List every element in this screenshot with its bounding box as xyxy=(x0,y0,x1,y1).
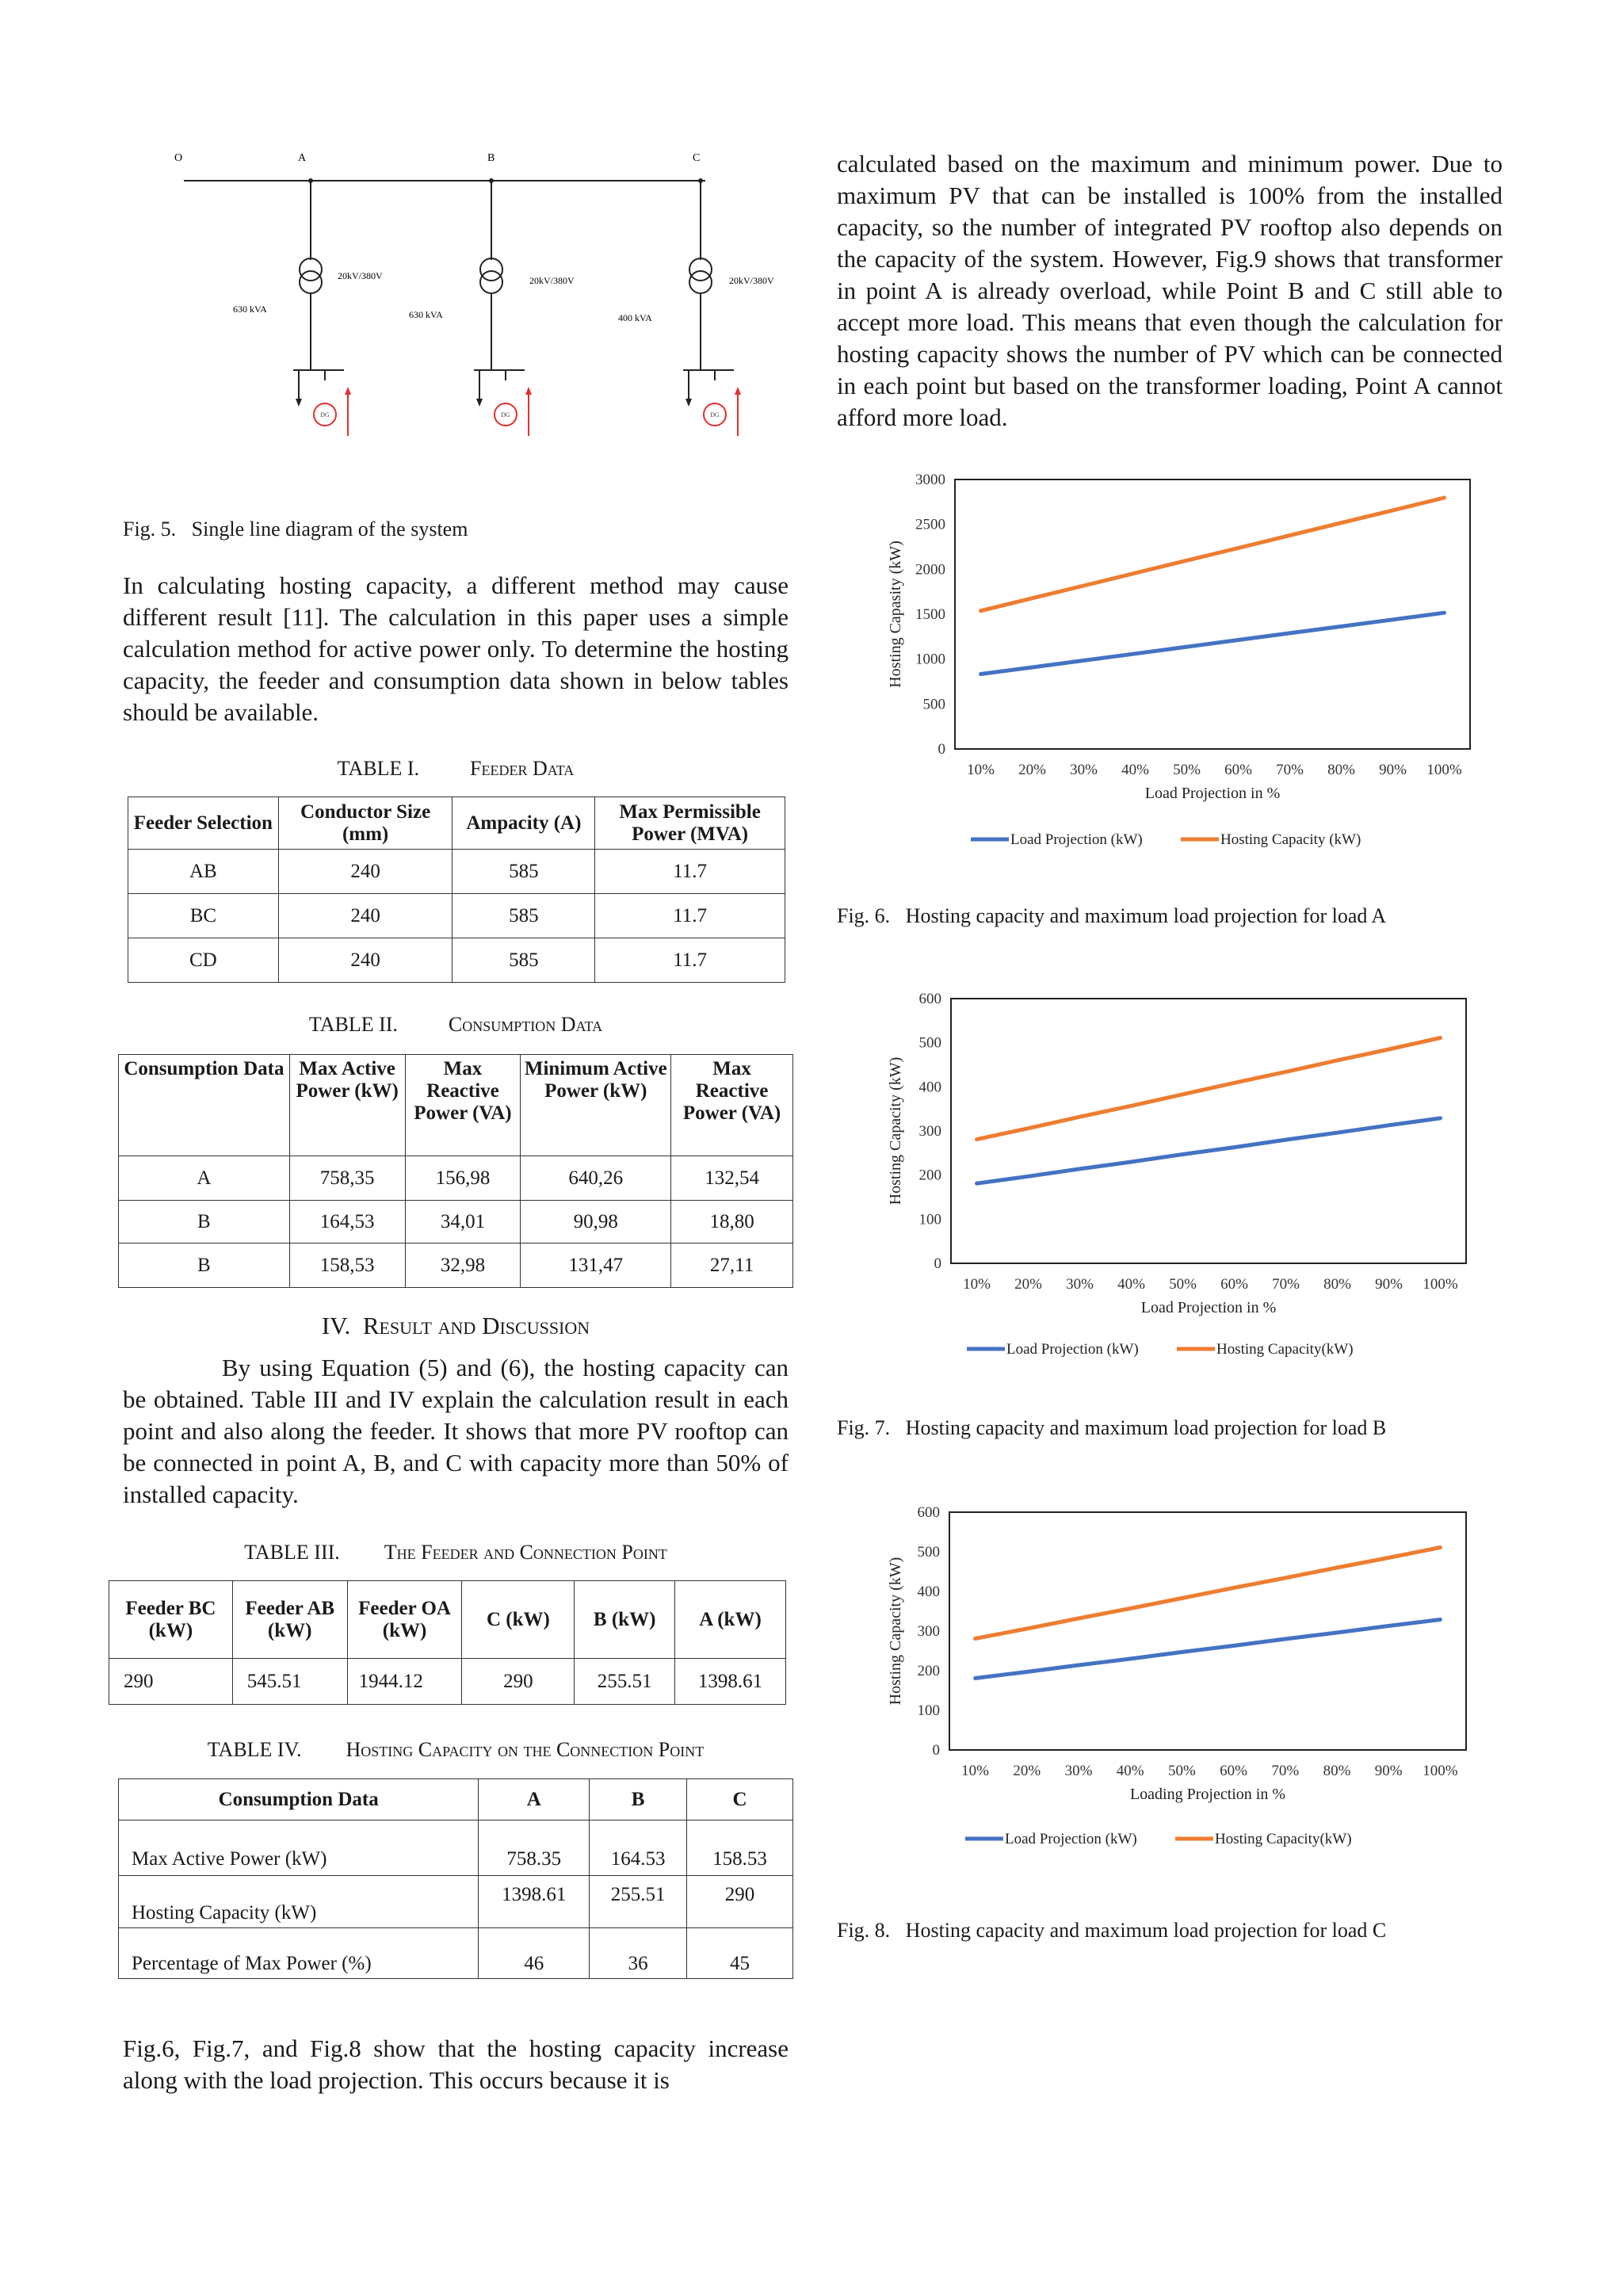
x-tick-label: 60% xyxy=(1220,1276,1248,1293)
fig8-caption: Fig. 8. Hosting capacity and maximum load projection for load C xyxy=(837,1919,1387,1942)
table2-header: Max Active Power (kW) xyxy=(289,1055,405,1156)
table1-header: Ampacity (A) xyxy=(453,797,595,850)
x-tick-label: 50% xyxy=(1173,762,1201,778)
x-tick-label: 30% xyxy=(1064,1763,1093,1779)
y-tick-label: 0 xyxy=(938,741,945,758)
y-tick-label: 3000 xyxy=(915,472,945,488)
transformer-c-voltage: 20kV/380V xyxy=(729,275,774,286)
series-line xyxy=(977,1038,1441,1140)
table3-header: C (kW) xyxy=(462,1581,575,1659)
node-label-b: B xyxy=(487,152,495,164)
series-line xyxy=(976,1548,1441,1639)
x-tick-label: 90% xyxy=(1379,762,1407,778)
x-tick-label: 50% xyxy=(1167,1763,1196,1779)
left-paragraph-1: In calculating hosting capacity, a different method may cause different result [11]. The calculation in this paper uses a simple calculation method for active power only. To determine the hosting capacity, the feeder and consumption data shown in below tables should be available. xyxy=(123,571,789,726)
x-tick-label: 90% xyxy=(1375,1276,1403,1293)
y-tick-label: 1000 xyxy=(915,651,945,668)
node-label-a: A xyxy=(298,152,307,164)
x-tick-label: 30% xyxy=(1070,762,1098,778)
table1-header: Max Permissible Power (MVA) xyxy=(595,797,785,850)
x-tick-label: 60% xyxy=(1220,1763,1248,1779)
y-tick-label: 200 xyxy=(918,1167,941,1184)
legend-entry: Hosting Capacity (kW) xyxy=(1220,831,1361,848)
x-tick-label: 40% xyxy=(1116,1763,1144,1779)
x-tick-label: 40% xyxy=(1121,762,1149,778)
y-tick-label: 500 xyxy=(917,1544,940,1561)
table3-header: A (kW) xyxy=(675,1581,786,1659)
transformer-b-rating: 630 kVA xyxy=(409,309,443,320)
x-tick-label: 20% xyxy=(1018,762,1046,778)
x-tick-label: 50% xyxy=(1169,1276,1197,1293)
node-label-c: C xyxy=(693,152,701,164)
table1-header: Conductor Size (mm) xyxy=(278,797,453,850)
transformer-b-secondary xyxy=(480,271,502,293)
table3-header: B (kW) xyxy=(575,1581,675,1659)
legend-entry: Hosting Capacity(kW) xyxy=(1215,1831,1352,1847)
y-tick-label: 500 xyxy=(922,696,945,713)
branch-a xyxy=(293,178,351,436)
svg-text:DG: DG xyxy=(501,411,510,418)
legend-entry: Load Projection (kW) xyxy=(1010,831,1143,848)
table4-header: Consumption Data xyxy=(119,1779,479,1820)
table-hosting-capacity xyxy=(118,1778,793,1979)
x-tick-label: 70% xyxy=(1272,1276,1300,1293)
transformer-a-rating: 630 kVA xyxy=(233,304,267,315)
x-tick-label: 100% xyxy=(1426,762,1462,778)
table-row: BC 240 585 11.7 xyxy=(128,894,785,938)
legend-entry: Hosting Capacity(kW) xyxy=(1216,1341,1354,1358)
chart-load-a xyxy=(872,464,1498,860)
transformer-b-voltage: 20kV/380V xyxy=(529,275,575,286)
table2-header: Consumption Data xyxy=(119,1055,290,1156)
branch-b xyxy=(474,178,532,436)
y-tick-label: 300 xyxy=(917,1623,940,1640)
x-tick-label: 10% xyxy=(961,1763,990,1779)
legend-entry: Load Projection (kW) xyxy=(1006,1341,1139,1358)
table3-caption: TABLE III. The Feeder and Connection Point xyxy=(244,1541,667,1564)
x-axis-label: Loading Projection in % xyxy=(1129,1786,1286,1803)
left-paragraph-2: By using Equation (5) and (6), the hosting capacity can be obtained. Table III and IV explain the calculation result in each point and also along the feeder. It shows that more PV rooftop can be connected in point A, B, and C with capacity more than 50% of installed capacity. xyxy=(123,1354,789,1508)
y-tick-label: 400 xyxy=(917,1584,940,1600)
table-row: Percentage of Max Power (%) 46 36 45 xyxy=(119,1928,793,1979)
y-tick-label: 400 xyxy=(918,1079,941,1096)
x-tick-label: 70% xyxy=(1271,1763,1300,1779)
x-tick-label: 20% xyxy=(1014,1276,1042,1293)
y-tick-label: 300 xyxy=(918,1123,941,1140)
table-row: CD 240 585 11.7 xyxy=(128,938,785,983)
table2-caption: TABLE II. Consumption Data xyxy=(308,1013,603,1036)
transformer-c-secondary xyxy=(689,271,712,293)
svg-text:DG: DG xyxy=(320,411,330,418)
transformer-c-rating: 400 kVA xyxy=(618,312,652,323)
table-row: B 164,53 34,01 90,98 18,80 xyxy=(119,1201,793,1244)
x-tick-label: 80% xyxy=(1327,762,1355,778)
x-tick-label: 80% xyxy=(1323,1276,1351,1293)
table4-header: C xyxy=(687,1779,793,1820)
y-tick-label: 200 xyxy=(917,1663,940,1679)
x-tick-label: 100% xyxy=(1423,1276,1458,1293)
table2-header: Max Reactive Power (VA) xyxy=(405,1055,521,1156)
single-line-diagram xyxy=(151,143,800,444)
x-tick-label: 70% xyxy=(1276,762,1304,778)
x-tick-label: 30% xyxy=(1066,1276,1094,1293)
left-paragraph-3: Fig.6, Fig.7, and Fig.8 show that the hosting capacity increase along with the load projection. This occurs because it is xyxy=(123,2034,789,2094)
x-axis-label: Load Projection in % xyxy=(1140,1299,1277,1316)
transformer-a-primary xyxy=(300,258,322,281)
table4-caption: TABLE IV. Hosting Capacity on the Connection Point xyxy=(207,1738,705,1761)
table1-header: Feeder Selection xyxy=(128,797,279,850)
transformer-b-primary xyxy=(480,258,502,281)
table-row: 290 545.51 1944.12 290 255.51 1398.61 xyxy=(109,1659,786,1705)
table-feeder-data xyxy=(128,797,785,983)
y-tick-label: 2000 xyxy=(915,561,945,579)
x-tick-label: 20% xyxy=(1013,1763,1041,1779)
y-tick-label: 500 xyxy=(918,1034,941,1052)
series-line xyxy=(981,498,1445,611)
table-row: Hosting Capacity (kW) 1398.61 255.51 290 xyxy=(119,1876,793,1928)
fig6-caption: Fig. 6. Hosting capacity and maximum load projection for load A xyxy=(837,904,1387,927)
x-tick-label: 100% xyxy=(1423,1763,1458,1779)
right-paragraph-1: calculated based on the maximum and minimum power. Due to maximum PV that can be installed is 100% from the installed capacity, so the number of integrated PV rooftop also depends on the capacity of the system. However, Fig.9 shows that transformer in point A is already overload, while Point B and C still able to accept more load. This means that even though the calculation for hosting capacity shows the number of PV which can be connected in each point but based on the transformer loading, Point A cannot afford more load. xyxy=(837,150,1503,431)
table-consumption-data xyxy=(118,1054,793,1288)
x-axis-label: Load Projection in % xyxy=(1144,785,1281,802)
plot-area xyxy=(949,1512,1466,1750)
legend-entry: Load Projection (kW) xyxy=(1005,1831,1137,1847)
x-tick-label: 80% xyxy=(1323,1763,1351,1779)
series-line xyxy=(976,1620,1441,1679)
series-line xyxy=(977,1118,1441,1183)
table3-header: Feeder BC (kW) xyxy=(109,1581,233,1659)
table1-caption: TABLE I. Feeder Data xyxy=(337,757,575,780)
chart-load-b xyxy=(872,983,1498,1371)
transformer-a-secondary xyxy=(300,271,322,293)
table-row: A 758,35 156,98 640,26 132,54 xyxy=(119,1156,793,1201)
y-tick-label: 100 xyxy=(917,1702,940,1719)
y-axis-label: Hosting Capasity (kW) xyxy=(887,541,904,688)
y-tick-label: 2500 xyxy=(915,516,945,533)
x-tick-label: 40% xyxy=(1117,1276,1145,1293)
series-line xyxy=(981,613,1445,674)
transformer-c-primary xyxy=(689,258,712,281)
table-row: B 158,53 32,98 131,47 27,11 xyxy=(119,1244,793,1288)
y-tick-label: 0 xyxy=(934,1255,941,1272)
y-tick-label: 600 xyxy=(918,991,941,1007)
plot-area xyxy=(951,999,1466,1263)
svg-text:DG: DG xyxy=(710,411,720,418)
node-label-o: O xyxy=(174,152,183,164)
table2-header: Minimum Active Power (kW) xyxy=(521,1055,671,1156)
plot-area xyxy=(955,479,1470,749)
table3-header: Feeder OA (kW) xyxy=(347,1581,462,1659)
table-feeder-connection-point xyxy=(109,1580,786,1705)
table4-header: A xyxy=(479,1779,590,1820)
y-tick-label: 100 xyxy=(918,1211,941,1228)
table-row: Max Active Power (kW) 758.35 164.53 158.53 xyxy=(119,1820,793,1876)
y-tick-label: 1500 xyxy=(915,606,945,623)
y-axis-label: Hosting Capacity (kW) xyxy=(887,1056,904,1205)
x-tick-label: 10% xyxy=(967,762,995,778)
table4-header: B xyxy=(590,1779,687,1820)
fig7-caption: Fig. 7. Hosting capacity and maximum load projection for load B xyxy=(837,1416,1387,1439)
table2-header: Max Reactive Power (VA) xyxy=(671,1055,793,1156)
table-row: AB 240 585 11.7 xyxy=(128,850,785,894)
y-tick-label: 0 xyxy=(932,1742,940,1759)
chart-load-c xyxy=(872,1496,1498,1861)
transformer-a-voltage: 20kV/380V xyxy=(338,270,383,281)
y-tick-label: 600 xyxy=(917,1504,940,1521)
section-heading: IV. Result and Discussion xyxy=(321,1312,590,1339)
y-axis-label: Hosting Capacity (kW) xyxy=(887,1557,904,1706)
x-tick-label: 10% xyxy=(963,1276,991,1293)
x-tick-label: 90% xyxy=(1374,1763,1403,1779)
fig5-caption: Fig. 5. Single line diagram of the system xyxy=(123,518,468,541)
branch-c xyxy=(683,178,741,436)
table3-header: Feeder AB (kW) xyxy=(232,1581,347,1659)
x-tick-label: 60% xyxy=(1224,762,1252,778)
